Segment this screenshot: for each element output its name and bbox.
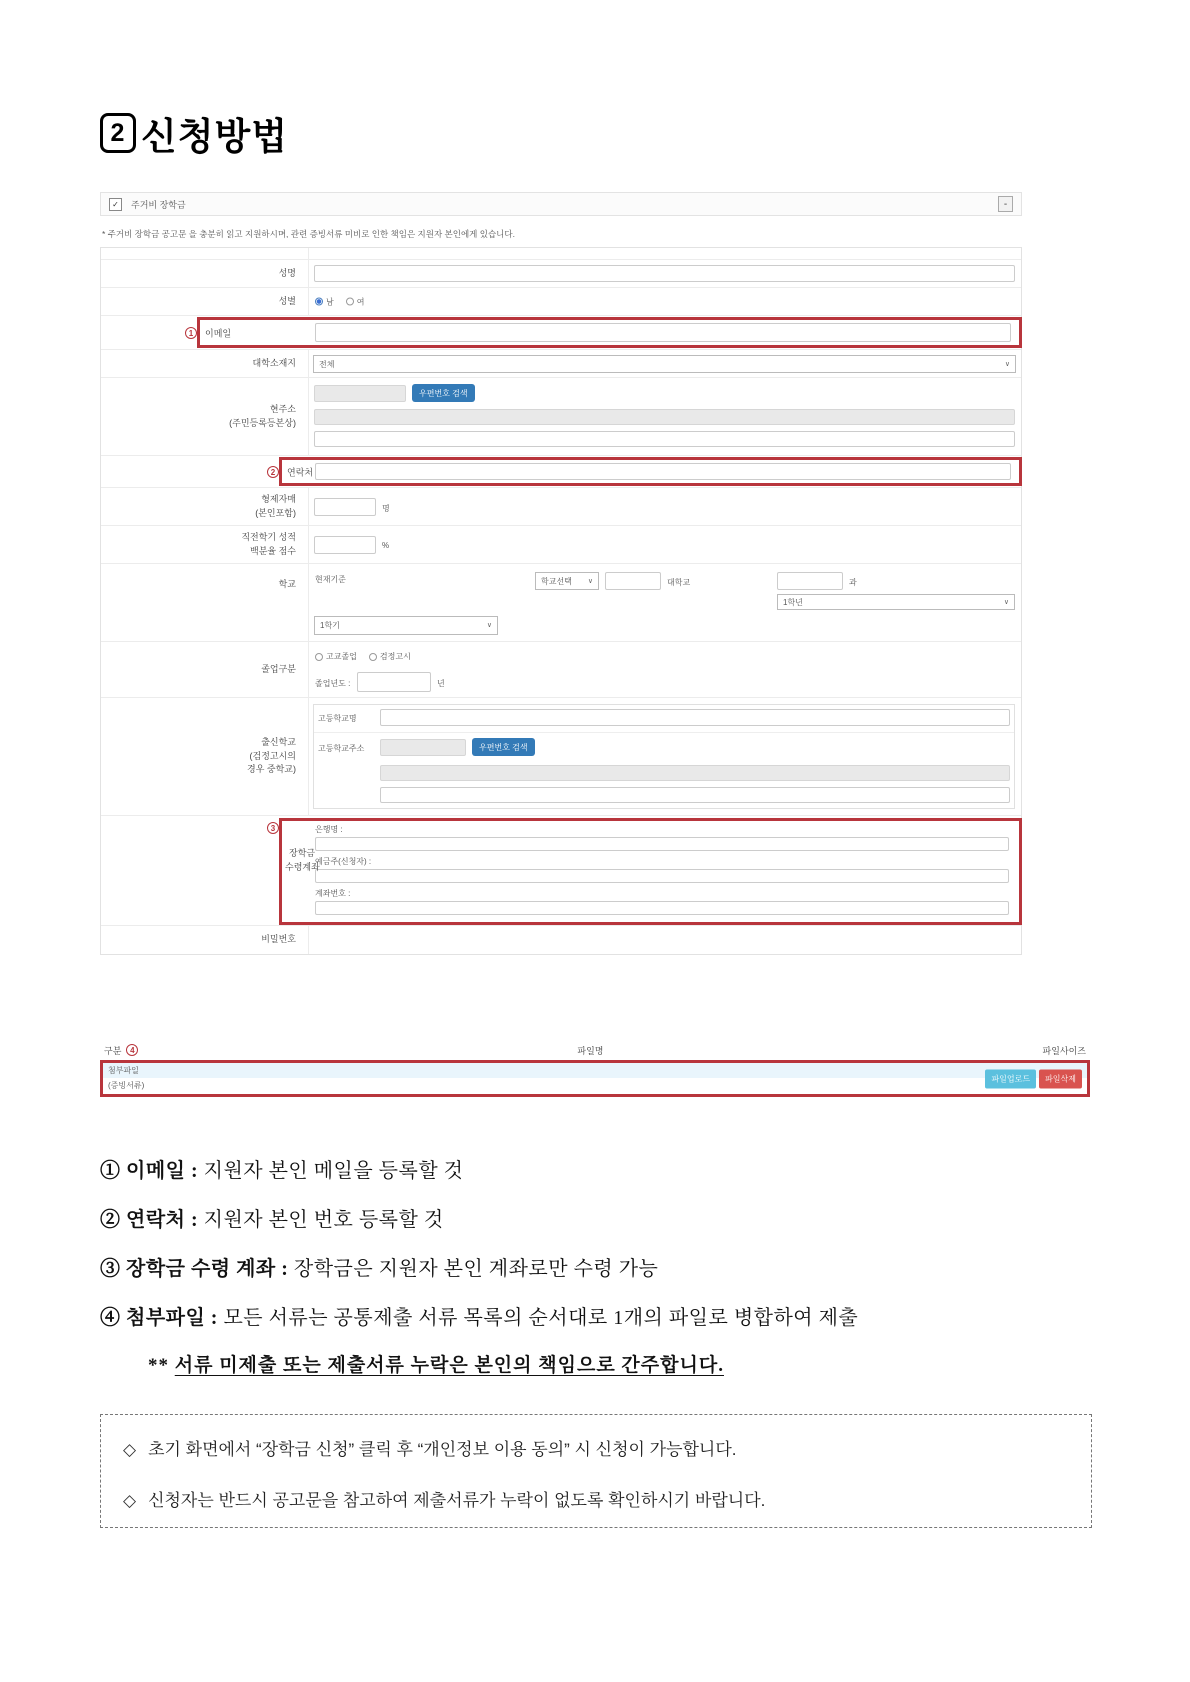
diamond-icon: ◇ [123, 1491, 137, 1510]
bank-name-label: 은행명 : [315, 825, 343, 834]
origin-school-subtable [313, 704, 1015, 809]
school-univ-suffix: 대학교 [667, 578, 691, 587]
contact-label: 연락처 [287, 467, 314, 477]
attachment-row-sublabel: (증빙서류) [108, 1081, 145, 1090]
contact-input[interactable] [315, 463, 1011, 480]
scholarship-application-form [100, 192, 1022, 955]
note-body: 지원자 본인 번호 등록할 것 [203, 1209, 444, 1231]
grad-year-input[interactable] [357, 672, 431, 692]
siblings-input[interactable] [314, 498, 376, 516]
chevron-down-icon: ∨ [486, 622, 492, 629]
annotation-mark-1: 1 [185, 327, 197, 339]
attachment-row-label: 첨부파일 [108, 1066, 139, 1075]
table-row-siblings [101, 488, 1021, 526]
gpa-unit: % [382, 541, 390, 550]
semester-value: 1학기 [320, 621, 340, 630]
table-row-graduation [101, 642, 1021, 698]
note-head: ② 연락처 : [100, 1209, 199, 1231]
grad-year-unit: 년 [437, 679, 445, 688]
guidance-line-1 [123, 1435, 1069, 1460]
address-detail-input[interactable] [314, 431, 1015, 447]
account-number-label: 계좌번호 : [315, 889, 351, 898]
origin-school-label: 출신학교 [261, 737, 296, 748]
siblings-label: 형제자매 [261, 494, 296, 504]
zipcode-input[interactable] [314, 385, 406, 402]
school-type-select[interactable] [535, 572, 599, 590]
guidance-line-2 [123, 1486, 1069, 1511]
gpa-input[interactable] [314, 536, 376, 554]
table-row-gpa [101, 526, 1021, 564]
origin-school-sublabel2: 경우 중학교) [247, 764, 296, 775]
name-label: 성명 [278, 267, 296, 278]
file-upload-button[interactable]: 파일업로드 [985, 1069, 1036, 1088]
account-holder-input[interactable] [315, 869, 1009, 883]
siblings-unit: 명 [382, 504, 390, 513]
school-name-input[interactable] [605, 572, 661, 590]
table-row-contact [101, 456, 1021, 488]
gender-female-radio[interactable] [346, 298, 354, 306]
attachment-col-filesize: 파일사이즈 [1042, 1045, 1086, 1056]
page-title [100, 106, 288, 160]
warning-text: 서류 미제출 또는 제출서류 누락은 본인의 책임으로 간주합니다. [174, 1355, 724, 1376]
school-type-value: 학교선택 [541, 576, 572, 586]
account-number-input[interactable] [315, 901, 1009, 915]
subrow-highschool-address [314, 733, 1014, 808]
bank-name-input[interactable] [315, 837, 1009, 851]
section-number-badge: 2 [100, 113, 136, 153]
annotation-mark-3: 3 [267, 822, 279, 834]
address-label: 현주소 [269, 404, 296, 414]
account-holder-label: 예금주(신청자) : [315, 857, 372, 866]
form-caution-note: * 주거비 장학금 공고문 을 충분히 읽고 지원하시며, 관련 증빙서류 미비로 인한 책임은 지원자 본인에게 있습니다. [102, 229, 515, 239]
spacer-label-cell [101, 248, 309, 259]
grad-highschool-radio[interactable] [315, 653, 323, 661]
highschool-address-detail-input[interactable] [380, 787, 1010, 803]
gender-male-label: 남 [326, 297, 334, 306]
form-table [100, 247, 1022, 955]
account-label-line2: 수령계좌 [285, 862, 320, 872]
note-head: ③ 장학금 수령 계좌 : [100, 1258, 289, 1280]
note-head: ④ 첨부파일 : [100, 1307, 218, 1329]
diamond-icon: ◇ [123, 1440, 137, 1459]
page-title-text: 신청방법 [141, 116, 288, 157]
guidance-text: 신청자는 반드시 공고문을 참고하여 제출서류가 누락이 없도록 확인하시기 바랍니다. [148, 1491, 766, 1510]
warning-prefix: ** [148, 1355, 169, 1376]
note-body: 장학금은 지원자 본인 계좌로만 수령 가능 [293, 1258, 659, 1280]
guidance-text: 초기 화면에서 “장학금 신청” 클릭 후 “개인정보 이용 동의” 시 신청이 가능합니다. [148, 1440, 737, 1459]
gender-female-label: 여 [356, 297, 365, 306]
table-row-school [101, 564, 1021, 642]
subrow-highschool-name [314, 705, 1014, 733]
grade-select[interactable] [777, 594, 1015, 610]
guidance-box [100, 1414, 1092, 1528]
password-label: 비밀번호 [261, 934, 296, 945]
school-current-text: 현재기준 [315, 575, 346, 584]
attachment-col-filename: 파일명 [577, 1045, 604, 1056]
address-base-input[interactable] [314, 409, 1015, 425]
name-input[interactable] [314, 265, 1015, 282]
school-label: 학교 [278, 579, 296, 589]
grad-ged-radio[interactable] [369, 653, 377, 661]
origin-school-sublabel1: (검정고시의 [249, 750, 296, 761]
table-row-gender [101, 288, 1021, 316]
note-item-account [100, 1252, 1100, 1281]
siblings-sublabel: (본인포함) [255, 507, 296, 518]
univ-location-select[interactable] [313, 355, 1016, 373]
collapse-button[interactable]: - [998, 196, 1013, 212]
table-row-email [101, 316, 1021, 350]
form-title: 주거비 장학금 [131, 199, 186, 210]
univ-location-label: 대학소재지 [252, 357, 296, 368]
account-label-line1: 장학금 [289, 848, 316, 858]
highschool-zipcode-search-button[interactable]: 우편번호 검색 [472, 738, 535, 756]
grade-value: 1학년 [783, 597, 803, 607]
table-row-scholarship-account [101, 816, 1021, 926]
instruction-notes [100, 1154, 1100, 1377]
email-input[interactable] [315, 323, 1011, 342]
highschool-name-input[interactable] [380, 709, 1010, 726]
chevron-down-icon: ∨ [1004, 360, 1010, 368]
email-label: 이메일 [205, 328, 232, 338]
table-row-spacer [101, 248, 1021, 260]
table-row-address [101, 378, 1021, 456]
chevron-down-icon: ∨ [1003, 598, 1009, 606]
graduation-label: 졸업구분 [261, 663, 296, 674]
chevron-down-icon: ∨ [587, 577, 593, 585]
grad-year-label: 졸업년도 : [315, 679, 351, 688]
note-item-attachment [100, 1301, 1100, 1330]
table-row-password [101, 926, 1021, 954]
table-row-univ-location [101, 350, 1021, 378]
annotation-mark-4: 4 [126, 1044, 138, 1056]
gpa-label2: 백분율 점수 [250, 545, 296, 556]
attachment-header-row [100, 1040, 1090, 1060]
file-delete-button[interactable]: 파일삭제 [1039, 1069, 1082, 1088]
univ-location-value: 전체 [319, 359, 335, 369]
grad-highschool-label: 고교졸업 [326, 652, 357, 661]
attachment-file-row [100, 1060, 1090, 1097]
highschool-address-label: 고등학교주소 [318, 744, 365, 753]
address-sublabel: (주민등록등본상) [229, 417, 296, 428]
annotation-mark-2: 2 [267, 466, 279, 478]
highschool-zipcode-input[interactable] [380, 739, 466, 756]
attachment-table [100, 1040, 1090, 1097]
checkbox-icon[interactable]: ✓ [109, 198, 122, 211]
table-row-name [101, 260, 1021, 288]
note-body: 모든 서류는 공통제출 서류 목록의 순서대로 1개의 파일로 병합하여 제출 [223, 1307, 859, 1329]
password-field-cell [309, 926, 1021, 954]
note-item-email [100, 1154, 1100, 1183]
zipcode-search-button[interactable]: 우편번호 검색 [412, 384, 475, 402]
note-item-contact [100, 1203, 1100, 1232]
warning-line [148, 1350, 1100, 1377]
department-suffix: 과 [849, 578, 857, 587]
table-row-origin-school [101, 698, 1021, 816]
note-body: 지원자 본인 메일을 등록할 것 [203, 1160, 464, 1182]
note-head: ① 이메일 : [100, 1160, 199, 1182]
semester-select[interactable] [314, 616, 498, 635]
grad-ged-label: 검정고시 [379, 652, 411, 661]
form-header-bar [100, 192, 1022, 216]
spacer-field-cell [309, 248, 1021, 259]
gender-male-radio[interactable] [315, 298, 323, 306]
highschool-name-label: 고등학교명 [318, 714, 357, 723]
attachment-col-type: 구분 [104, 1045, 122, 1056]
gpa-label: 직전학기 성적 [241, 532, 296, 542]
department-input[interactable] [777, 572, 843, 590]
highschool-address-base-input[interactable] [380, 765, 1010, 781]
gender-label: 성별 [278, 295, 296, 306]
